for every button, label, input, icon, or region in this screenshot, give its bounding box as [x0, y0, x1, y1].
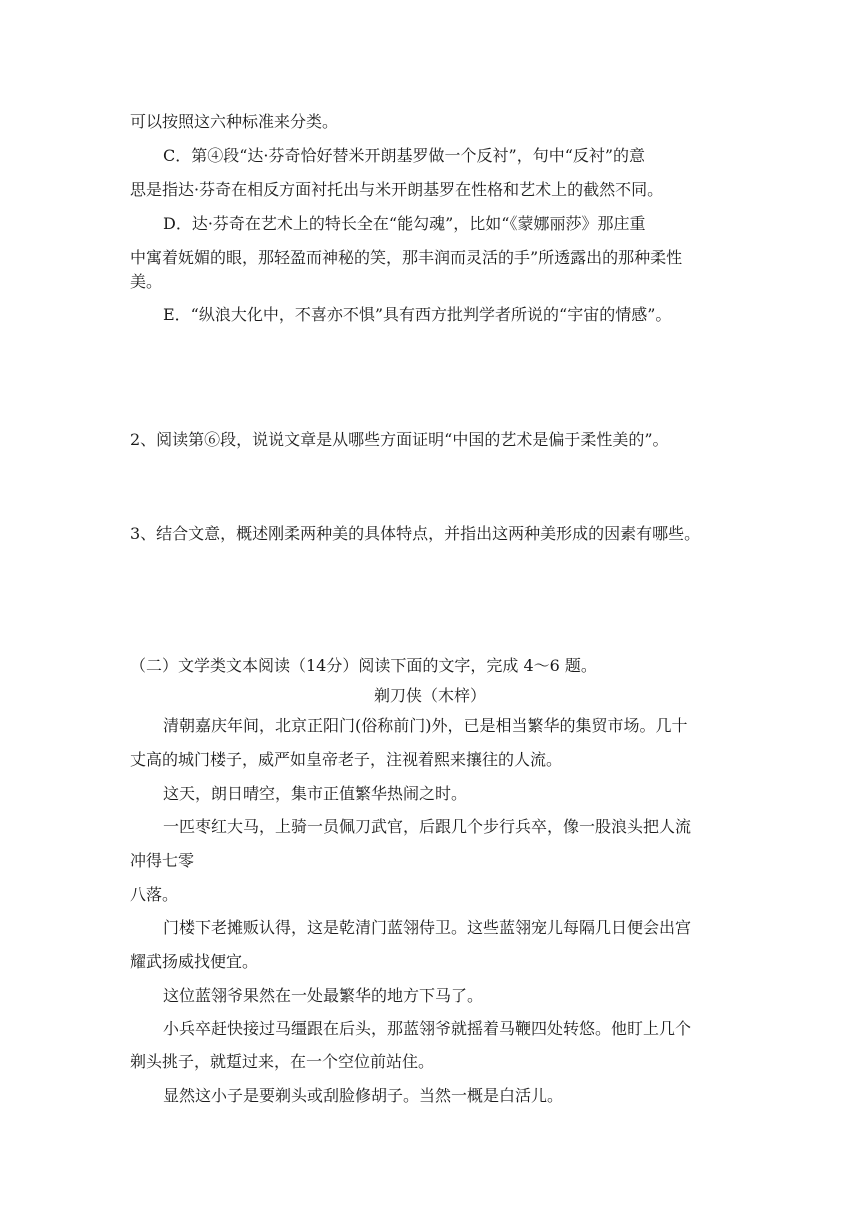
paragraph-4-line-2: 耀武扬威找便宜。	[130, 952, 259, 971]
paragraph-7: 显然这小子是要剃头或刮脸修胡子。当然一概是白活儿。	[163, 1086, 564, 1105]
option-e-line: E．“纵浪大化中，不喜亦不惧”具有西方批判学者所说的“宇宙的情感”。	[163, 305, 672, 324]
paragraph-1-line-2: 丈高的城门楼子，威严如皇帝老子，注视着熙来攘往的人流。	[130, 750, 563, 769]
option-c-line-1: C．第④段“达·芬奇恰好替米开朗基罗做一个反衬”，句中“反衬”的意	[163, 146, 646, 165]
paragraph-4-line-1: 门楼下老摊贩认得，这是乾清门蓝翎侍卫。这些蓝翎宠儿每隔几日便会出宫	[163, 918, 692, 937]
option-d-line-2: 中寓着妩媚的眼，那轻盈而神秘的笑，那丰润而灵活的手”所透露出的那种柔性	[130, 248, 683, 267]
paragraph-2: 这天，朗日晴空，集市正值繁华热闹之时。	[163, 784, 468, 803]
section-heading: （二）文学类文本阅读（14分）阅读下面的文字，完成 4～6 题。	[130, 656, 597, 675]
paragraph-6-line-1: 小兵卒赶快接过马缰跟在后头，那蓝翎爷就摇着马鞭四处转悠。他盯上几个	[163, 1019, 692, 1038]
question-3: 3、结合文意，概述刚柔两种美的具体特点，并指出这两种美形成的因素有哪些。	[130, 524, 701, 543]
option-d-line-3: 美。	[130, 272, 163, 291]
story-title: 剃刀侠（木梓）	[373, 686, 486, 705]
option-c-line-2: 思是指达·芬奇在相反方面衬托出与米开朗基罗在性格和艺术上的截然不同。	[130, 180, 664, 199]
text-line: 可以按照这六种标准来分类。	[130, 112, 339, 131]
paragraph-3-line-1: 一匹枣红大马，上骑一员佩刀武官，后跟几个步行兵卒，像一股浪头把人流	[163, 817, 692, 836]
option-d-line-1: D．达·芬奇在艺术上的特长全在“能勾魂”，比如“《蒙娜丽莎》那庄重	[163, 214, 646, 233]
paragraph-1-line-1: 清朝嘉庆年间，北京正阳门(俗称前门)外，已是相当繁华的集贸市场。几十	[163, 716, 688, 735]
paragraph-6-line-2: 剃头挑子，就踅过来，在一个空位前站住。	[130, 1052, 435, 1071]
paragraph-3-line-3: 八落。	[130, 885, 179, 904]
paragraph-5: 这位蓝翎爷果然在一处最繁华的地方下马了。	[163, 986, 484, 1005]
question-2: 2、阅读第⑥段，说说文章是从哪些方面证明“中国的艺术是偏于柔性美的”。	[130, 430, 669, 449]
paragraph-3-line-2: 冲得七零	[130, 851, 195, 870]
